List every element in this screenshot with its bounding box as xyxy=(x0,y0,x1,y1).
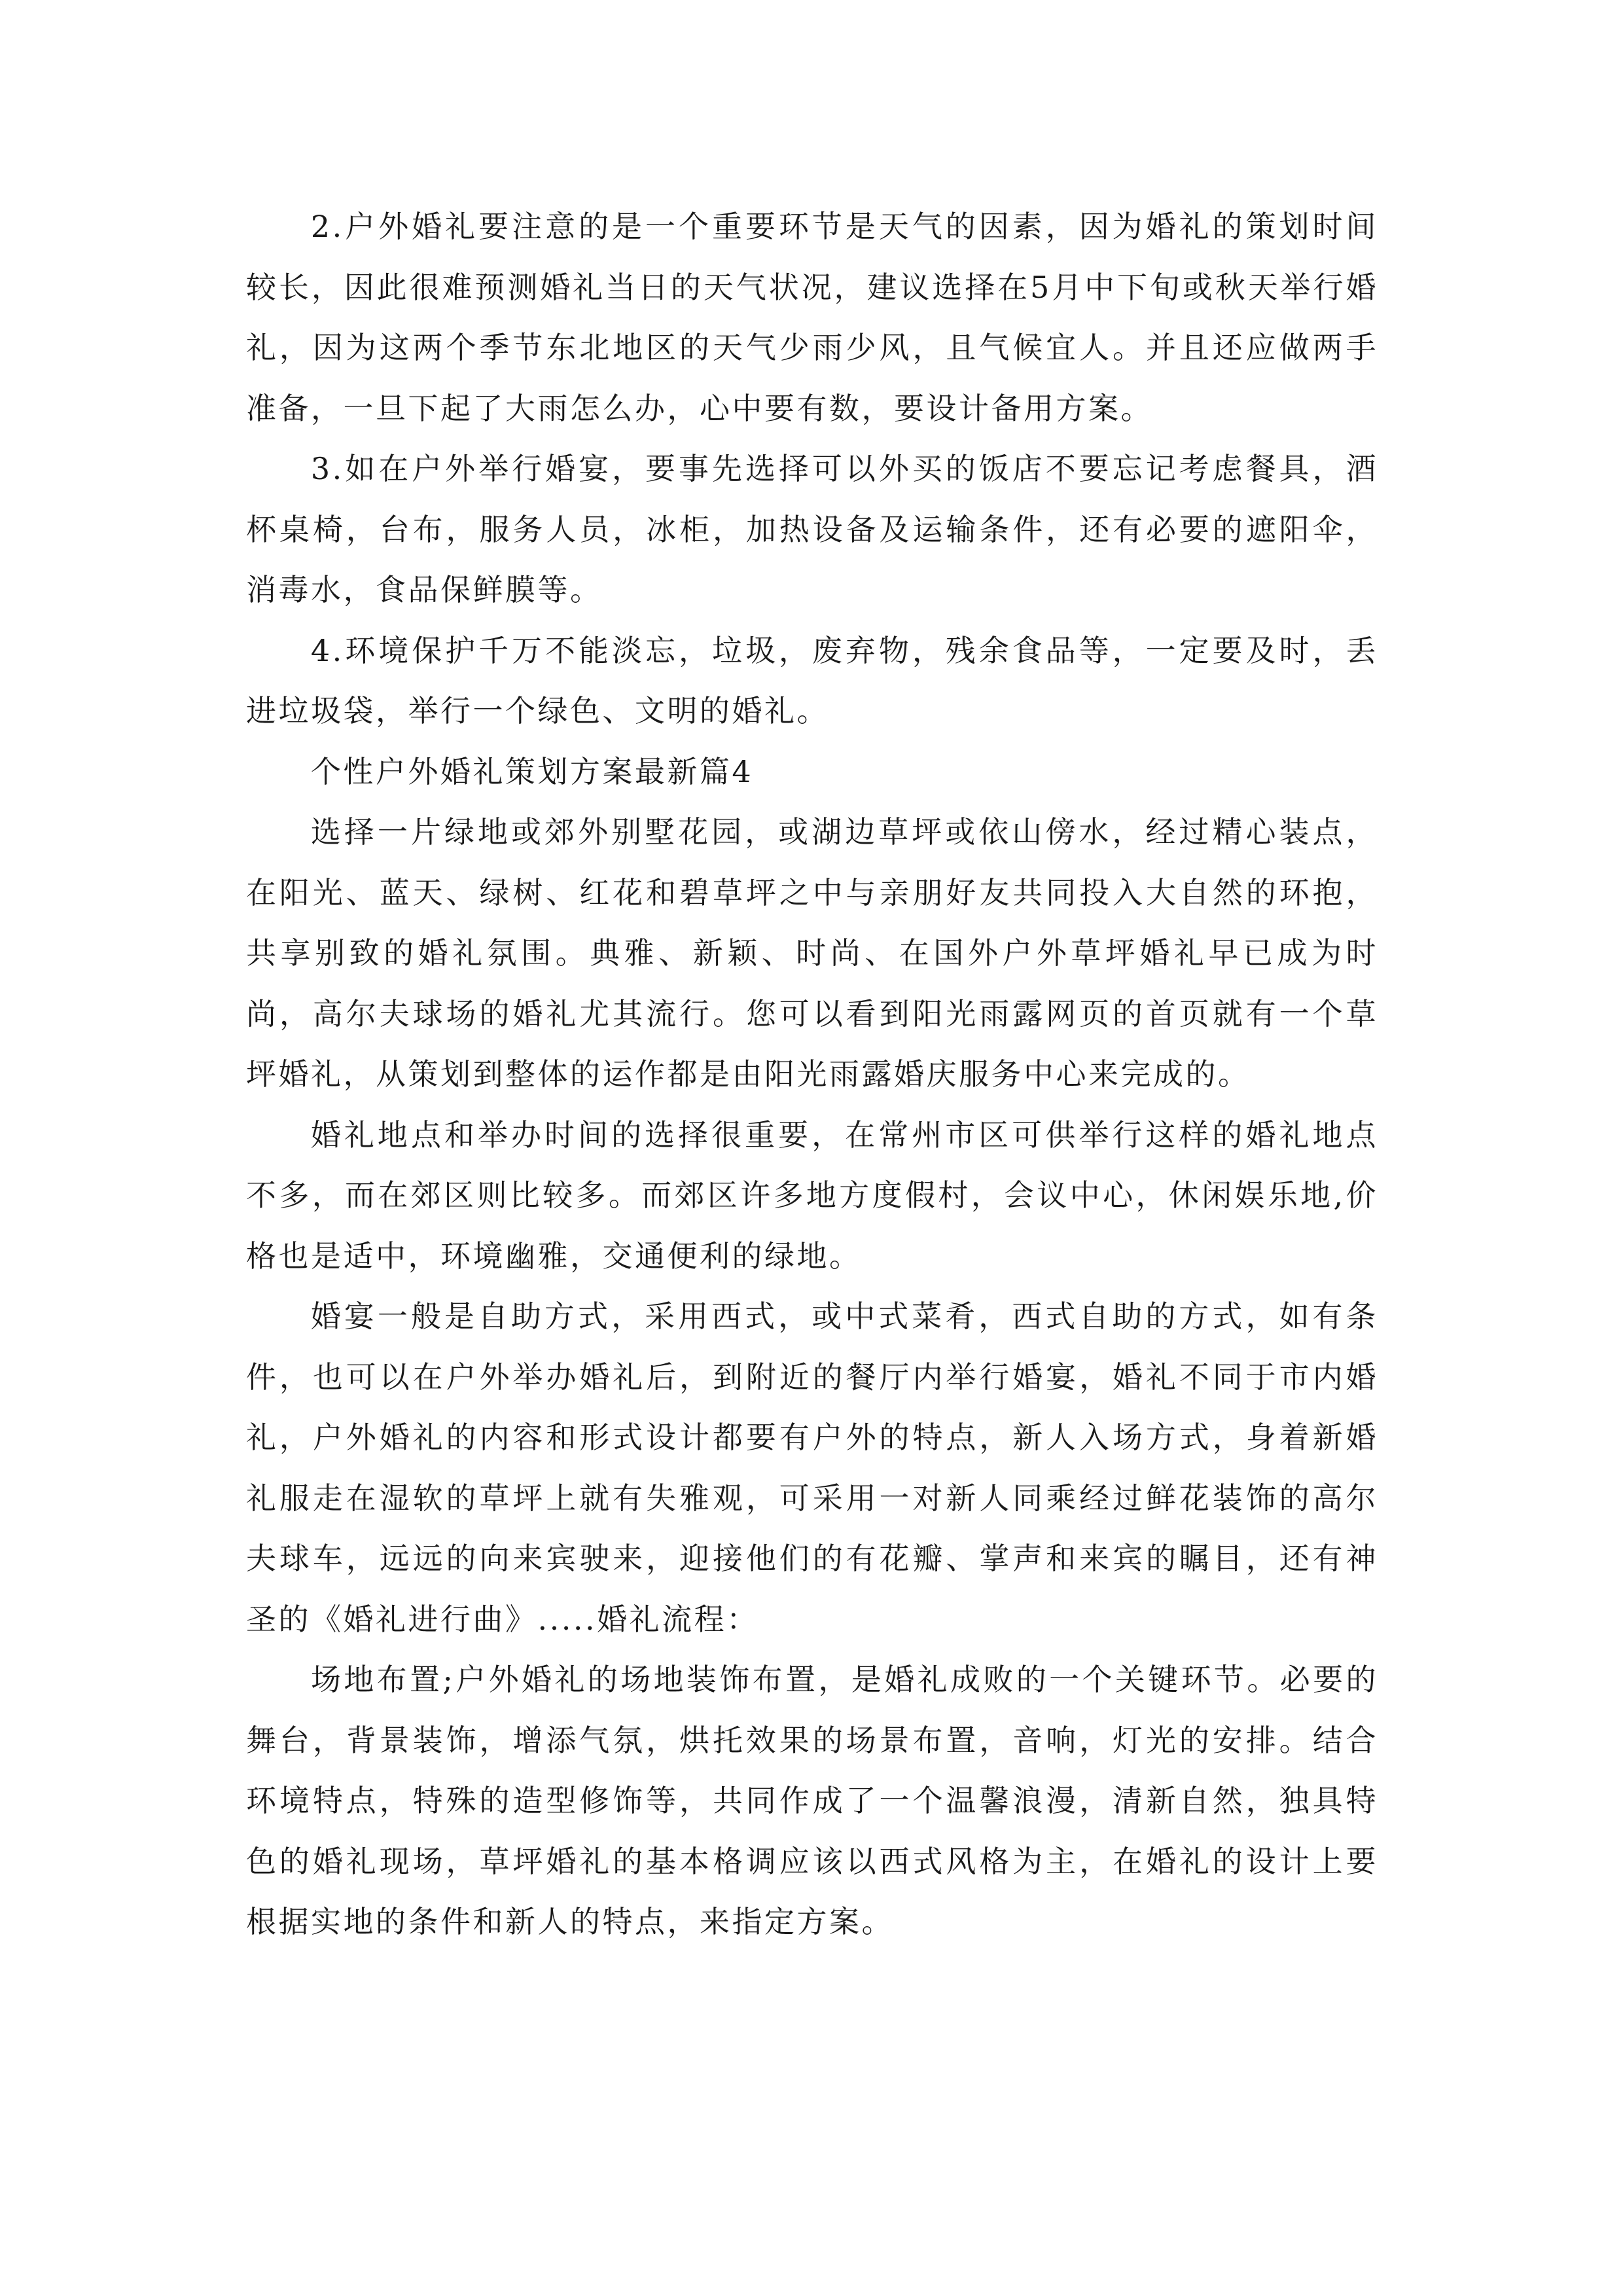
paragraph-environment-tip: 4.环境保护千万不能淡忘，垃圾，废弃物，残余食品等，一定要及时，丢进垃圾袋，举行一个绿色、文明的婚礼。 xyxy=(246,632,1378,728)
paragraph-venue-intro: 选择一片绿地或郊外别墅花园，或湖边草坪或依山傍水，经过精心装点，在阳光、蓝天、绿树、红花和碧草坪之中与亲朋好友共同投入大自然的环抱，共享别致的婚礼氛围。典雅、新颖、时尚、在国外户外草坪婚礼早已成为时尚，高尔夫球场的婚礼尤其流行。您可以看到阳光雨露网页的首页就有一个草坪婚礼，从策划到整体的运作都是由阳光雨露婚庆服务中心来完成的。 xyxy=(246,814,1378,1092)
document-body xyxy=(246,196,1378,1952)
paragraph-banquet-tip: 3.如在户外举行婚宴，要事先选择可以外买的饭店不要忘记考虑餐具，酒杯桌椅，台布，服务人员，冰柜，加热设备及运输条件，还有必要的遮阳伞，消毒水，食品保鲜膜等。 xyxy=(246,451,1378,607)
paragraph-site-decoration: 场地布置;户外婚礼的场地装饰布置，是婚礼成败的一个关键环节。必要的舞台，背景装饰，增添气氛，烘托效果的场景布置，音响，灯光的安排。结合环境特点，特殊的造型修饰等，共同作成了一个温馨浪漫，清新自然，独具特色的婚礼现场，草坪婚礼的基本格调应该以西式风格为主，在婚礼的设计上要根据实地的条件和新人的特点，来指定方案。 xyxy=(246,1662,1378,1939)
section-heading: 个性户外婚礼策划方案最新篇4 xyxy=(310,753,754,789)
paragraph-banquet-style: 婚宴一般是自助方式，采用西式，或中式菜肴，西式自助的方式，如有条件，也可以在户外举办婚礼后，到附近的餐厅内举行婚宴，婚礼不同于市内婚礼，户外婚礼的内容和形式设计都要有户外的特点，新人入场方式，身着新婚礼服走在湿软的草坪上就有失雅观，可采用一对新人同乘经过鲜花装饰的高尔夫球车，远远的向来宾驶来，迎接他们的有花瓣、掌声和来宾的瞩目，还有神圣的《婚礼进行曲》.....婚礼流程： xyxy=(246,1299,1378,1637)
paragraph-weather-tip: 2.户外婚礼要注意的是一个重要环节是天气的因素，因为婚礼的策划时间较长，因此很难预测婚礼当日的天气状况，建议选择在5月中下旬或秋天举行婚礼，因为这两个季节东北地区的天气少雨少风，且气候宜人。并且还应做两手准备，一旦下起了大雨怎么办，心中要有数，要设计备用方案。 xyxy=(246,209,1378,426)
paragraph-location-time: 婚礼地点和举办时间的选择很重要，在常州市区可供举行这样的婚礼地点不多，而在郊区则比较多。而郊区许多地方度假村，会议中心，休闲娱乐地,价格也是适中，环境幽雅，交通便利的绿地。 xyxy=(246,1117,1378,1274)
